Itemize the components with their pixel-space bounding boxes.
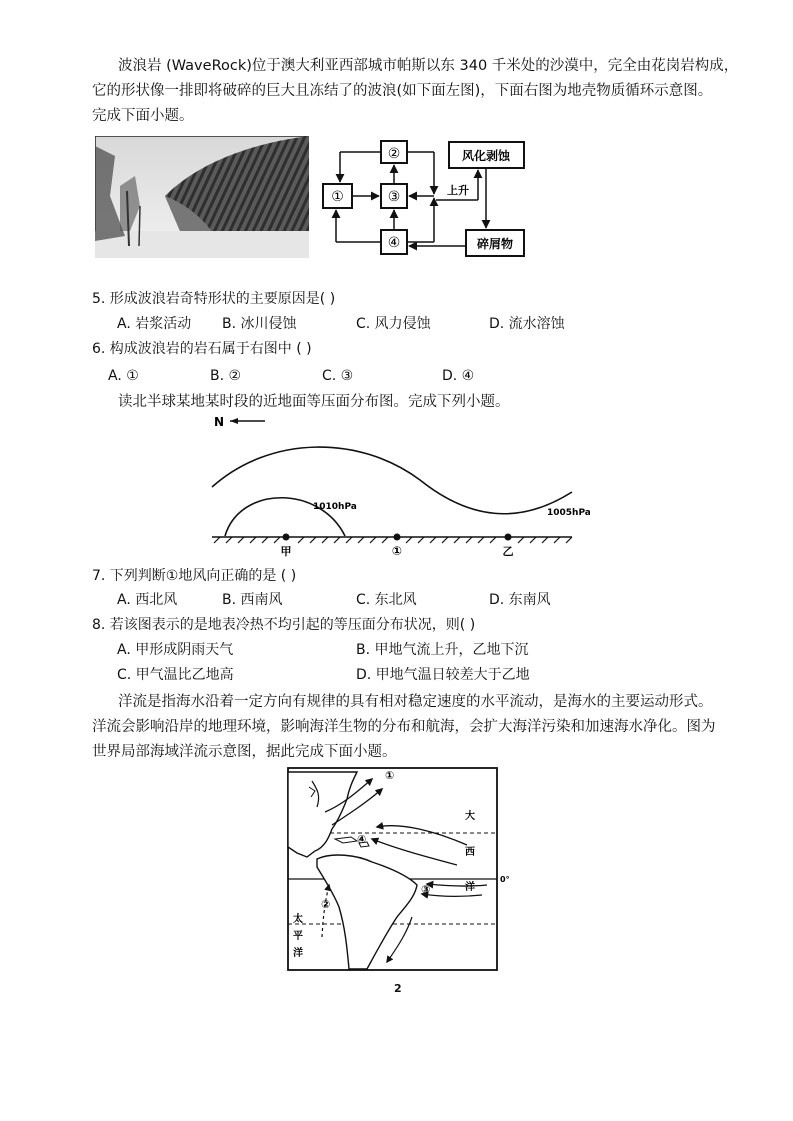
q6-option-d[interactable]: D. ④ xyxy=(442,368,475,384)
label-yang: 洋 xyxy=(465,882,475,893)
label-weathering: 风化剥蚀 xyxy=(461,149,511,163)
intro-line-2: 它的形状像一排即将破碎的巨大且冻结了的波浪(如下面左图)，下面右图为地壳物质循环示意图。 xyxy=(92,83,713,99)
intro-line-1: 波浪岩 (WaveRock)位于澳大利亚西部城市帕斯以东 340 千米处的沙漠中，完全由花岗岩构成， xyxy=(118,58,739,74)
question-6: 6. 构成波浪岩的岩石属于右图中 ( ) xyxy=(92,341,312,357)
question-7: 7. 下列判断①地风向正确的是 ( ) xyxy=(92,568,297,584)
question-5: 5. 形成波浪岩奇特形状的主要原因是( ) xyxy=(92,291,336,307)
ocean-current-map xyxy=(287,767,512,972)
label-da: 大 xyxy=(465,811,475,822)
label-point-1: ① xyxy=(391,544,403,558)
label-c2: ② xyxy=(321,898,331,911)
label-xi: 西 xyxy=(465,847,475,858)
q6-option-b[interactable]: B. ② xyxy=(210,368,242,384)
intro2: 读北半球某地某时段的近地面等压面分布图。完成下列小题。 xyxy=(118,394,510,410)
label-c1: ① xyxy=(385,769,395,782)
label-zero: 0° xyxy=(500,875,510,884)
intro3-line-1: 洋流是指海水沿着一定方向有规律的具有相对稳定速度的水平流动，是海水的主要运动形式。 xyxy=(118,694,713,710)
q8-option-b[interactable]: B. 甲地气流上升，乙地下沉 xyxy=(356,642,529,658)
intro3-line-2: 洋流会影响沿岸的地理环境，影响海洋生物的分布和航海，会扩大海洋污染和加速海水净化。图为 xyxy=(92,719,716,735)
label-1: ① xyxy=(331,189,344,205)
label-ping: 平 xyxy=(293,931,303,942)
label-debris: 碎屑物 xyxy=(476,237,514,251)
intro-line-3: 完成下面小题。 xyxy=(92,108,194,124)
page-number: 2 xyxy=(394,982,402,995)
point-jia xyxy=(283,534,290,541)
q8-option-a[interactable]: A. 甲形成阴雨天气 xyxy=(117,642,234,658)
q8-option-c[interactable]: C. 甲气温比乙地高 xyxy=(117,667,234,683)
q7-option-d[interactable]: D. 东南风 xyxy=(489,592,551,608)
point-yi xyxy=(505,534,512,541)
question-8: 8. 若该图表示的是地表冷热不均引起的等压面分布状况，则( ) xyxy=(92,617,476,633)
label-2: ② xyxy=(387,146,401,162)
label-yang2: 洋 xyxy=(293,948,303,959)
wave-rock-photo xyxy=(95,136,309,258)
q5-option-d[interactable]: D. 流水溶蚀 xyxy=(489,316,565,332)
label-1010: 1010hPa xyxy=(313,502,357,512)
q5-option-a[interactable]: A. 岩浆活动 xyxy=(117,316,192,332)
isobar-diagram xyxy=(200,410,590,560)
wave-rock-image xyxy=(95,136,309,258)
q6-option-a[interactable]: A. ① xyxy=(108,368,139,384)
label-3: ③ xyxy=(387,189,401,205)
q5-option-b[interactable]: B. 冰川侵蚀 xyxy=(222,316,297,332)
label-1005: 1005hPa xyxy=(547,508,590,518)
q8-option-d[interactable]: D. 甲地气温日较差大于乙地 xyxy=(356,667,530,683)
label-4: ④ xyxy=(387,235,401,251)
isobar-1005 xyxy=(212,447,572,514)
label-rise: 上升 xyxy=(447,184,469,197)
q5-option-c[interactable]: C. 风力侵蚀 xyxy=(356,316,431,332)
q7-option-c[interactable]: C. 东北风 xyxy=(356,592,417,608)
label-c4: ④ xyxy=(357,833,367,846)
label-c3: ③ xyxy=(421,883,431,896)
point-1 xyxy=(394,534,401,541)
rock-cycle-diagram xyxy=(318,134,530,260)
intro3-line-3: 世界局部海域洋流示意图，据此完成下面小题。 xyxy=(92,744,397,760)
ground-hatching xyxy=(214,537,572,543)
label-yi: 乙 xyxy=(502,545,514,558)
label-jia: 甲 xyxy=(280,545,292,558)
q7-option-b[interactable]: B. 西南风 xyxy=(222,592,283,608)
q6-option-c[interactable]: C. ③ xyxy=(322,368,354,384)
north-label: N xyxy=(214,415,225,429)
q7-option-a[interactable]: A. 西北风 xyxy=(117,592,178,608)
label-tai: 太 xyxy=(293,914,303,925)
